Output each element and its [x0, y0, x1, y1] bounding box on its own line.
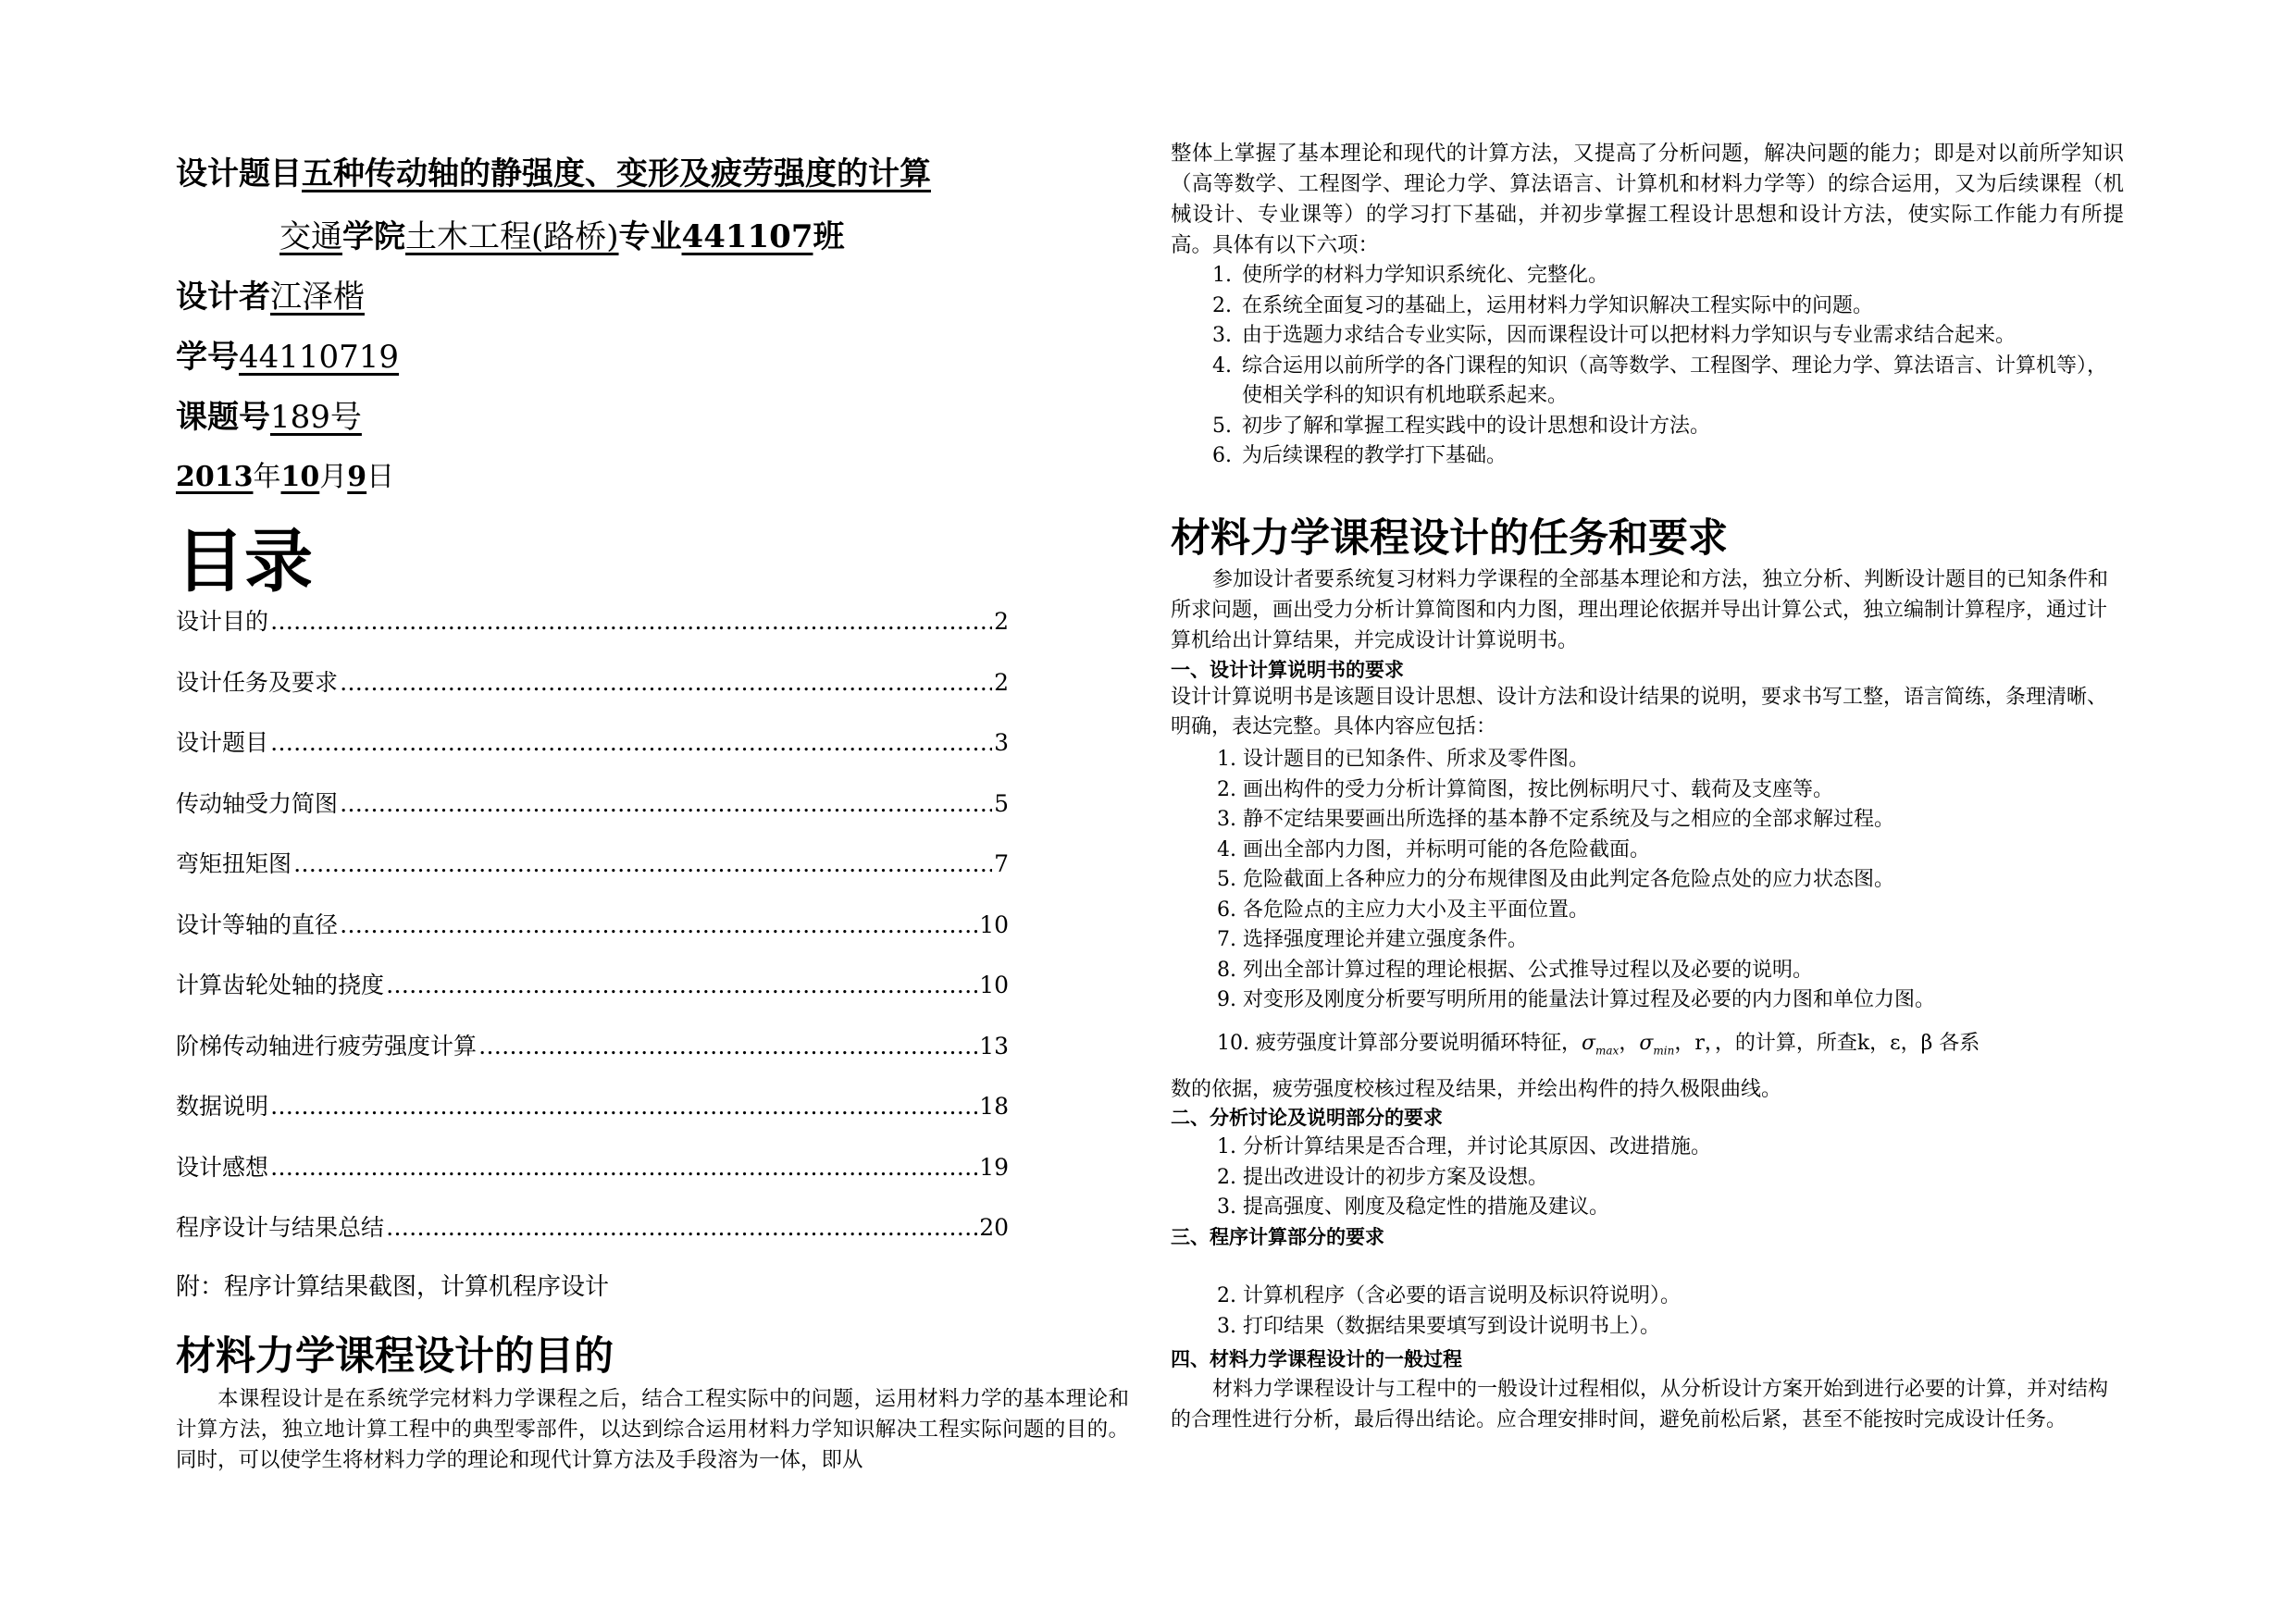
topic-number-line: [176, 391, 362, 437]
list-item: 7. 选择强度理论并建立强度条件。: [1217, 928, 1528, 951]
item10-text-b: ，r，，的计算，所查k，ε，β 各系: [1674, 1032, 1980, 1055]
tasks-heading: 材料力学课程设计的任务和要求: [1171, 515, 1728, 562]
toc-leader-dots: [270, 729, 992, 756]
date-line: [176, 453, 394, 494]
toc-item[interactable]: [176, 1209, 1009, 1270]
date-month-unit: 月: [319, 461, 348, 493]
topic-number-value: 189号: [270, 399, 362, 436]
purpose-paragraph: 本课程设计是在系统学完材料力学课程之后，结合工程实际中的问题，运用材料力学的基本理论和计算方法，独立地计算工程中的典型零部件，以达到综合运用材料力学知识解决工程实际问题的目的。同时，可以使学生将材料力学的理论和现代计算方法及手段溶为一体，即从: [176, 1387, 1129, 1472]
sigma-symbol: σ: [1581, 1032, 1596, 1055]
major-name: 土木工程(路桥): [405, 218, 619, 255]
student-number-value: 44110719: [239, 339, 400, 376]
major-label: 专业: [618, 218, 682, 255]
section2-title: 二、分析讨论及说明部分的要求: [1171, 1107, 1443, 1129]
section2-list: [1217, 1133, 2133, 1223]
toc-item-page: 2: [994, 608, 1009, 635]
list-item: 3. 打印结果（数据结果要填写到设计说明书上）。: [1217, 1314, 1660, 1338]
toc-item-label: 阶梯传动轴进行疲劳强度计算: [176, 1032, 478, 1059]
list-item: [1212, 352, 2124, 412]
toc-item[interactable]: [176, 967, 1009, 1028]
toc-item-label: 数据说明: [176, 1093, 269, 1120]
list-item-text: 使所学的材料力学知识系统化、完整化。: [1242, 264, 1609, 287]
toc-item-label: 传动轴受力简图: [176, 789, 339, 817]
toc-item-page: 13: [979, 1032, 1009, 1059]
toc-leader-dots: [270, 1154, 977, 1181]
list-item-number: 2.: [1212, 293, 1232, 317]
section4-paragraph: 材料力学课程设计与工程中的一般设计过程相似，从分析设计方案开始到进行必要的计算，并对结构的合理性进行分析，最后得出结论。应合理安排时间，避免前松后紧，甚至不能按时完成设计任务。: [1171, 1378, 2109, 1431]
section3-title: 三、程序计算部分的要求: [1171, 1226, 1384, 1248]
toc-item[interactable]: [176, 1088, 1009, 1149]
section1-intro: 设计计算说明书是该题目设计思想、设计方法和设计结果的说明，要求书写工整，语言简练，条理清晰、明确，表达完整。具体内容应包括：: [1171, 686, 2108, 738]
sigma-min-sub: min: [1653, 1044, 1675, 1058]
toc-item[interactable]: [176, 907, 1009, 968]
toc-leader-dots: [478, 1033, 977, 1059]
section1-list: [1217, 745, 2133, 1016]
sigma-min: [1639, 1032, 1675, 1058]
toc-item-page: 7: [994, 850, 1009, 877]
toc-item-label: 计算齿轮处轴的挠度: [176, 972, 385, 998]
toc-leader-dots: [386, 1214, 977, 1241]
section1-title: 一、设计计算说明书的要求: [1171, 659, 1404, 681]
design-title-label: 设计题目: [176, 155, 302, 192]
designer-name: 江泽楷: [270, 279, 365, 316]
toc-item-page: 10: [979, 911, 1009, 938]
designer-label: 设计者: [176, 279, 270, 316]
list-item: [1212, 412, 2124, 442]
item10-text-a: 10. 疲劳强度计算部分要说明循环特征，: [1217, 1032, 1582, 1055]
sigma-max: [1581, 1032, 1620, 1058]
toc-title: 目录: [176, 522, 313, 601]
topic-number-label: 课题号: [176, 399, 270, 436]
toc-item-page: 20: [979, 1214, 1009, 1241]
list-item-text: 由于选题力求结合专业实际，因而课程设计可以把材料力学知识与专业需求结合起来。: [1242, 324, 2017, 347]
toc-item-label: 设计等轴的直径: [176, 911, 339, 938]
list-item: [1212, 441, 2124, 472]
appendix-note: 附：程序计算结果截图，计算机程序设计: [176, 1273, 610, 1301]
toc-item-page: 10: [979, 972, 1009, 998]
toc-item-page: 2: [994, 668, 1009, 696]
list-item: [1212, 261, 2124, 291]
list-item-number: 1.: [1212, 264, 1232, 287]
date-day-unit: 日: [366, 461, 395, 493]
toc-leader-dots: [270, 1093, 977, 1120]
section3-list: [1217, 1282, 2133, 1342]
toc-item-page: 5: [994, 789, 1009, 817]
toc-leader-dots: [340, 669, 992, 696]
list-item-number: 3.: [1212, 324, 1232, 347]
date-day: 9: [347, 461, 367, 493]
toc-item-page: 19: [979, 1153, 1009, 1181]
toc-leader-dots: [293, 850, 992, 877]
toc-leader-dots: [386, 972, 977, 998]
date-year-unit: 年: [253, 461, 281, 493]
list-item-number: 5.: [1212, 414, 1232, 438]
list-item: 2. 计算机程序（含必要的语言说明及标识符说明）。: [1217, 1284, 1681, 1307]
toc-item-label: 程序设计与结果总结: [176, 1214, 385, 1241]
list-item: 1. 设计题目的已知条件、所求及零件图。: [1217, 748, 1589, 771]
section1-item10: [1217, 1029, 2124, 1065]
list-item: [1212, 291, 2124, 322]
list-item: 4. 画出全部内力图，并标明可能的各危险截面。: [1217, 837, 1650, 861]
college-name: 交通: [279, 218, 342, 255]
date-year: 2013: [176, 461, 254, 493]
toc-item[interactable]: [176, 786, 1009, 847]
list-item-text: 综合运用以前所学的各门课程的知识（高等数学、工程图学、理论力学、算法语言、计算机等），使相关学科的知识有机地联系起来。: [1242, 353, 2108, 407]
section4-title: 四、材料力学课程设计的一般过程: [1171, 1348, 1462, 1370]
list-item-text: 在系统全面复习的基础上，运用材料力学知识解决工程实际中的问题。: [1242, 293, 1874, 317]
toc-leader-dots: [340, 911, 977, 938]
list-item: 6. 各危险点的主应力大小及主平面位置。: [1217, 898, 1589, 922]
purpose-paragraph-continued: 整体上掌握了基本理论和现代的计算方法，又提高了分析问题，解决问题的能力；即是对以前所学知识（高等数学、工程图学、理论力学、算法语言、计算机和材料力学等）的综合运用，又为后续课程（机械设计、专业课等）的学习打下基础，并初步掌握工程设计思想和设计方法，使实际工作能力有所提高。具体有以下六项：: [1171, 142, 2124, 257]
table-of-contents: [176, 603, 1009, 1270]
section1-item10-continued: 数的依据，疲劳强度校核过程及结果，并绘出构件的持久极限曲线。: [1171, 1078, 1782, 1101]
list-item: 9. 对变形及刚度分析要写明所用的能量法计算过程及必要的内力图和单位力图。: [1217, 988, 1935, 1011]
toc-item[interactable]: [176, 664, 1009, 725]
list-item: [1212, 321, 2124, 352]
toc-item[interactable]: [176, 1028, 1009, 1089]
list-item: 2. 提出改进设计的初步方案及设想。: [1217, 1165, 1548, 1189]
list-item: 3. 提高强度、刚度及稳定性的措施及建议。: [1217, 1196, 1609, 1219]
school-major-line: [279, 211, 844, 256]
toc-item-page: 18: [979, 1093, 1009, 1120]
list-item: 2. 画出构件的受力分析计算简图，按比例标明尺寸、载荷及支座等。: [1217, 777, 1833, 801]
purpose-heading: 材料力学课程设计的目的: [176, 1333, 614, 1380]
list-item-number: 4.: [1212, 353, 1232, 378]
toc-item[interactable]: [176, 725, 1009, 786]
sigma-symbol-2: σ: [1639, 1032, 1654, 1055]
toc-leader-dots: [340, 790, 992, 817]
toc-item[interactable]: [176, 603, 1009, 664]
sigma-max-sub: max: [1595, 1044, 1620, 1058]
list-item-number: 6.: [1212, 444, 1232, 467]
toc-item-label: 设计感想: [176, 1153, 269, 1181]
design-title-line: [176, 148, 931, 193]
list-item-text: 为后续课程的教学打下基础。: [1242, 444, 1508, 467]
tasks-intro: 参加设计者要系统复习材料力学课程的全部基本理论和方法，独立分析、判断设计题目的已知条件和所求问题，画出受力分析计算简图和内力图，理出理论依据并导出计算公式，独立编制计算程序，通过计算机给出计算结果，并完成设计计算说明书。: [1171, 568, 2109, 652]
college-label: 学院: [342, 218, 405, 255]
list-item: 3. 静不定结果要画出所选择的基本静不定系统及与之相应的全部求解过程。: [1217, 808, 1894, 831]
toc-item-label: 设计任务及要求: [176, 668, 339, 696]
date-month: 10: [280, 461, 320, 493]
toc-item-label: 弯矩扭矩图: [176, 850, 292, 877]
list-item-text: 初步了解和掌握工程实践中的设计思想和设计方法。: [1242, 414, 1711, 438]
purpose-list: [1212, 261, 2124, 472]
list-item: 5. 危险截面上各种应力的分布规律图及由此判定各危险点处的应力状态图。: [1217, 868, 1894, 891]
toc-item[interactable]: [176, 1149, 1009, 1210]
class-label: 班: [813, 218, 845, 255]
list-item: 8. 列出全部计算过程的理论根据、公式推导过程以及必要的说明。: [1217, 958, 1813, 982]
list-item: 1. 分析计算结果是否合理，并讨论其原因、改进措施。: [1217, 1135, 1711, 1158]
student-number-line: [176, 331, 399, 377]
item10-comma: ，: [1619, 1032, 1640, 1055]
designer-line: [176, 271, 365, 316]
design-title-value: 五种传动轴的静强度、变形及疲劳强度的计算: [302, 155, 931, 192]
student-number-label: 学号: [176, 339, 239, 376]
class-number: 441107: [681, 218, 813, 255]
toc-leader-dots: [270, 608, 992, 635]
toc-item-label: 设计题目: [176, 729, 269, 756]
toc-item-label: 设计目的: [176, 608, 269, 635]
toc-item-page: 3: [994, 729, 1009, 756]
toc-item[interactable]: [176, 846, 1009, 907]
